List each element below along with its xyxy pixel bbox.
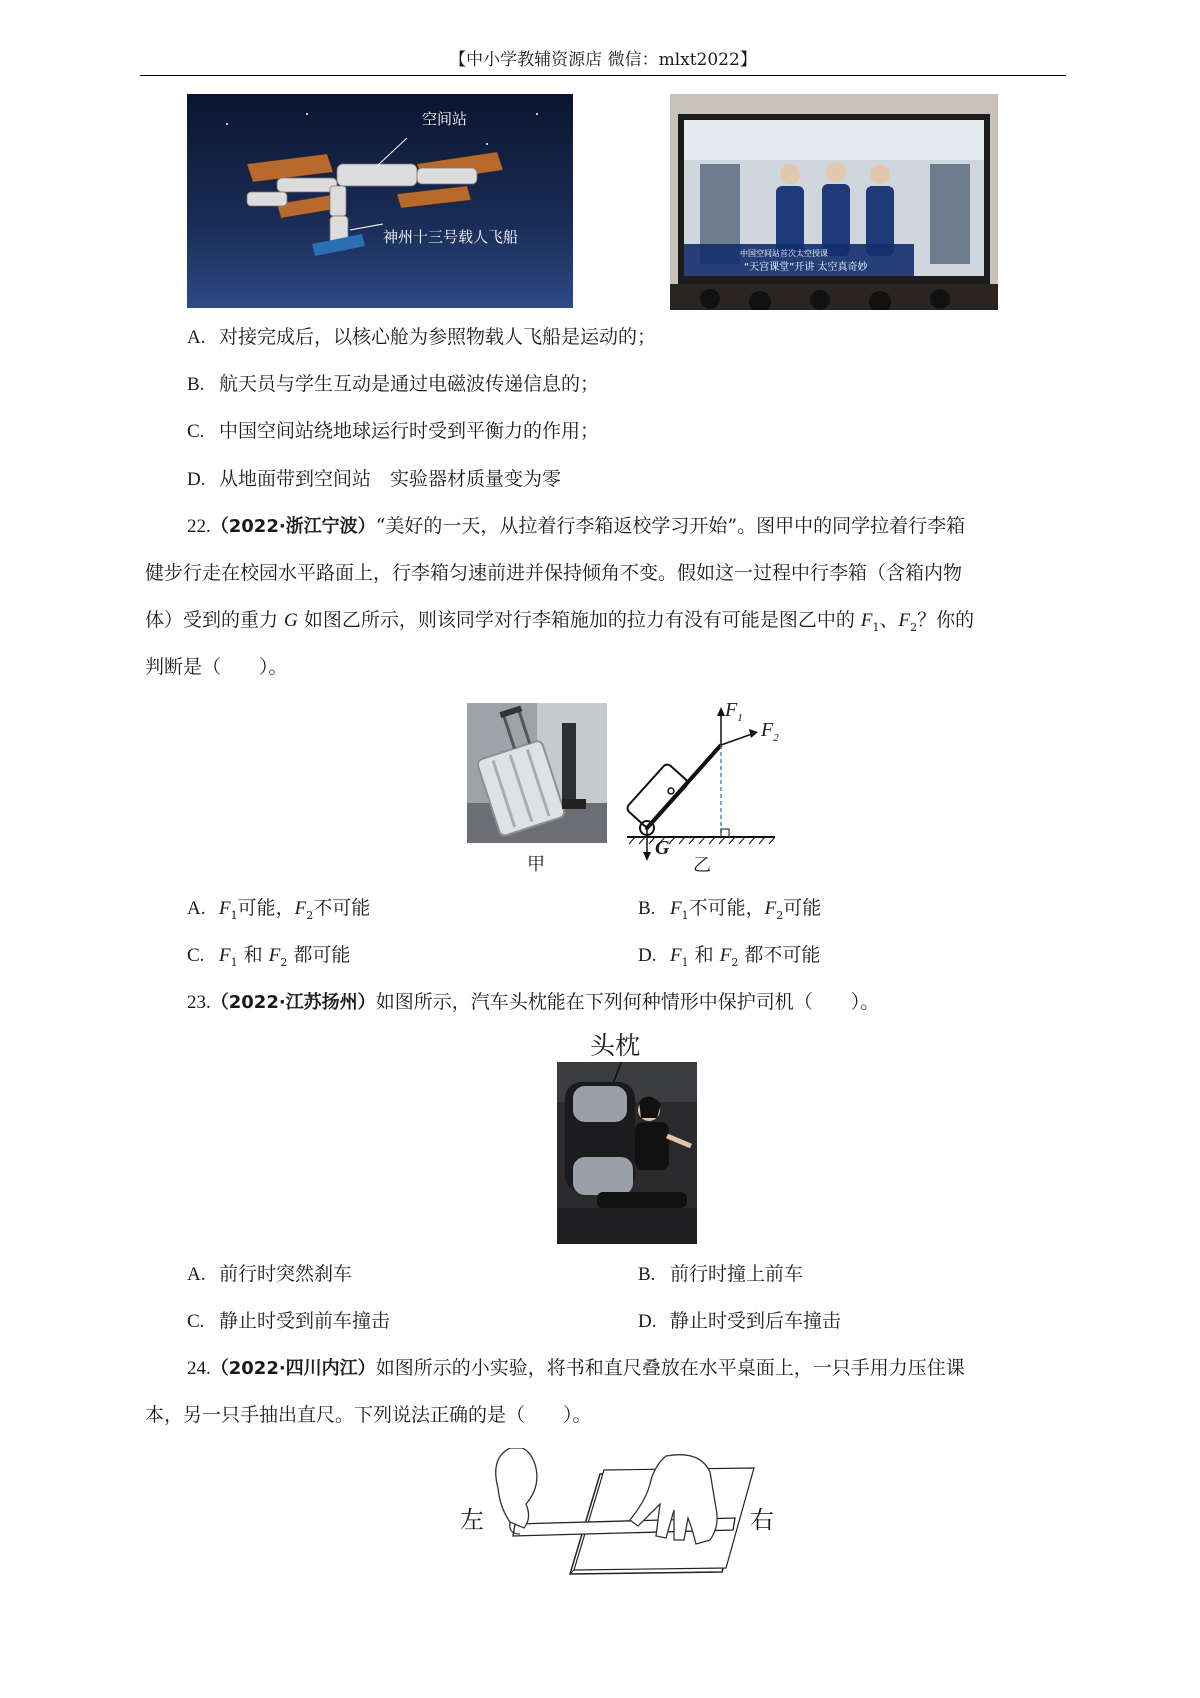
option-text: 静止时受到后车撞击: [670, 1310, 842, 1332]
q21-option-b: [187, 369, 599, 400]
label-f1: [725, 699, 743, 724]
option-text: 前行时撞上前车: [670, 1263, 804, 1285]
subscript: 2: [731, 955, 739, 969]
symbol-f: F: [219, 945, 231, 966]
space-class-broadcast-photo: [670, 94, 998, 310]
q22-stem-line3: [145, 605, 974, 643]
q23-option-c: [187, 1306, 390, 1337]
stem-text: 判断是（ ）。: [145, 656, 288, 678]
subscript: 2: [280, 955, 288, 969]
option-text: 不可能，: [688, 897, 765, 919]
q23-option-a: [187, 1259, 352, 1290]
q22-option-d: [638, 940, 820, 978]
subscript: 2: [776, 908, 784, 922]
option-letter: B.: [638, 1264, 656, 1285]
subscript: 1: [872, 620, 880, 634]
option-letter: D.: [638, 945, 657, 966]
option-letter: B.: [187, 374, 205, 395]
symbol-f: F: [725, 699, 738, 721]
q22-option-a: [187, 893, 370, 931]
subscript: 1: [681, 908, 689, 922]
option-text: 静止时受到前车撞击: [219, 1310, 391, 1332]
q22-stem-line4: [145, 652, 288, 682]
stem-text: ？你的: [917, 609, 975, 631]
question-number: 24.: [187, 1358, 211, 1379]
symbol-g: G: [284, 610, 298, 631]
symbol-f: F: [219, 898, 231, 919]
force-diagram: [625, 699, 785, 876]
q23-option-b: [638, 1259, 803, 1290]
subscript: 2: [910, 620, 918, 634]
q24-stem-line1: [187, 1353, 965, 1384]
subscript: 1: [230, 955, 238, 969]
option-text: 航天员与学生互动是通过电磁波传递信息的；: [219, 373, 600, 395]
stem-text: 健步行走在校园水平路面上，行李箱匀速前进并保持倾角不变。假如这一过程中行李箱（含箱内物: [145, 562, 963, 584]
label-right: 右: [750, 1506, 774, 1534]
question-source: （2022·浙江宁波）: [210, 516, 376, 537]
label-spacecraft: 神州十三号载人飞船: [383, 228, 519, 246]
option-letter: B.: [638, 898, 656, 919]
figure-label-jia: 甲: [527, 854, 545, 875]
symbol-f: F: [268, 945, 281, 966]
label-left: 左: [460, 1506, 484, 1534]
option-text: 和: [237, 944, 269, 966]
luggage-photo: [467, 703, 607, 843]
option-text: 都可能: [287, 944, 351, 966]
symbol-f: F: [670, 898, 682, 919]
option-letter: C.: [187, 1311, 205, 1332]
q21-option-d: [187, 464, 561, 495]
option-text: 可能，: [237, 897, 295, 919]
stem-text: “美好的一天，从拉着行李箱返校学习开始”。图甲中的同学拉着行李箱: [375, 515, 966, 537]
question-source: （2022·四川内江）: [210, 1358, 376, 1379]
q22-stem-line1: [187, 511, 965, 542]
symbol-f: F: [860, 610, 873, 631]
option-letter: A.: [187, 1264, 206, 1285]
tv-banner-line1: 中国空间站首次太空授课: [740, 249, 828, 258]
q23-option-d: [638, 1306, 841, 1337]
space-station-photo: [187, 94, 573, 308]
headrest-label: 头枕: [590, 1031, 641, 1060]
symbol-f: F: [898, 610, 911, 631]
headrest-photo: [557, 1062, 697, 1244]
label-space-station: 空间站: [422, 110, 468, 128]
symbol-f: F: [761, 719, 774, 741]
option-text: 前行时突然刹车: [219, 1263, 353, 1285]
option-text: 和: [688, 944, 720, 966]
subscript: 1: [681, 955, 689, 969]
q21-option-a: [187, 322, 656, 353]
symbol-f: F: [719, 945, 732, 966]
tv-banner-line2: “天宫课堂”开讲 太空真奇妙: [744, 262, 868, 273]
stem-text: 如图所示，汽车头枕能在下列何种情形中保护司机（ ）。: [375, 991, 880, 1013]
question-number: 23.: [187, 992, 211, 1013]
option-text: 对接完成后，以核心舱为参照物载人飞船是运动的；: [219, 326, 657, 348]
option-letter: A.: [187, 898, 206, 919]
q24-stem-line2: [145, 1400, 592, 1430]
symbol-f: F: [764, 898, 777, 919]
option-text: 从地面带到空间站 实验器材质量变为零: [219, 468, 562, 490]
q21-option-c: [187, 416, 599, 447]
subscript: 1: [230, 908, 238, 922]
figure-label-yi: 乙: [693, 855, 711, 876]
q22-option-b: [638, 893, 821, 931]
option-letter: D.: [638, 1311, 657, 1332]
subscript: 2: [773, 732, 779, 744]
stem-text: 如图所示的小实验，将书和直尺叠放在水平桌面上，一只手用力压住课: [375, 1357, 965, 1379]
stem-text: 如图乙所示，则该同学对行李箱施加的拉力有没有可能是图乙中的: [297, 609, 861, 631]
option-letter: D.: [187, 469, 206, 490]
symbol-f: F: [294, 898, 307, 919]
stem-text: 本，另一只手抽出直尺。下列说法正确的是（ ）。: [145, 1404, 592, 1426]
option-text: 中国空间站绕地球运行时受到平衡力的作用；: [219, 420, 600, 442]
book-ruler-figure: [460, 1448, 774, 1578]
label-f2: [761, 719, 779, 744]
option-letter: C.: [187, 421, 205, 442]
subscript: 2: [306, 908, 314, 922]
q23-stem: [187, 987, 879, 1018]
label-g: G: [655, 837, 670, 859]
q22-option-c: [187, 940, 350, 978]
stem-text: 、: [879, 609, 899, 631]
page-header: 【中小学教辅资源店 微信：mlxt2022】: [449, 50, 757, 70]
subscript: 1: [737, 712, 743, 724]
option-letter: C.: [187, 945, 205, 966]
option-text: 可能: [783, 897, 822, 919]
question-source: （2022·江苏扬州）: [210, 992, 376, 1013]
header-rule: [140, 75, 1066, 76]
stem-text: 体）受到的重力: [145, 609, 285, 631]
q22-stem-line2: [145, 558, 962, 588]
question-number: 22.: [187, 516, 211, 537]
option-text: 都不可能: [738, 944, 821, 966]
symbol-f: F: [670, 945, 682, 966]
option-text: 不可能: [313, 897, 371, 919]
option-letter: A.: [187, 327, 206, 348]
